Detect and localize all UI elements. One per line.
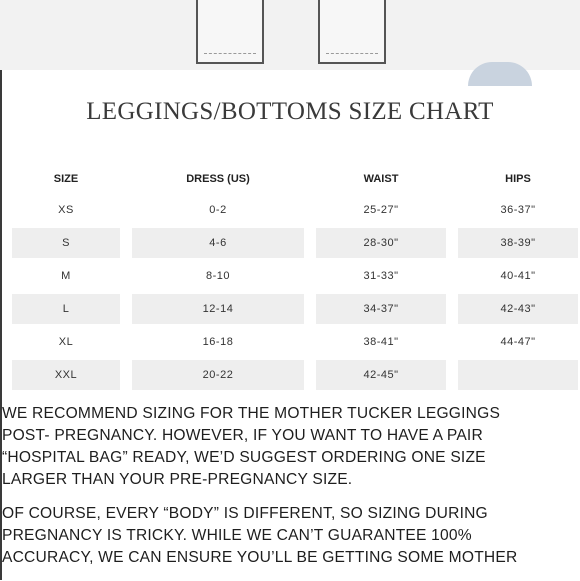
header-size: SIZE xyxy=(53,173,79,185)
note-line: PREGNANCY IS TRICKY. WHILE WE CAN’T GUARANTEE 100% xyxy=(2,527,472,544)
header-hips: HIPS xyxy=(505,173,531,185)
table-header-row xyxy=(12,166,578,192)
cell-dress: 8-10 xyxy=(205,270,231,282)
cell-waist: 38-41" xyxy=(363,336,399,348)
header-dress: DRESS (US) xyxy=(186,173,250,185)
note-line: OF COURSE, EVERY “BODY” IS DIFFERENT, SO SIZING DURING xyxy=(2,505,488,522)
legging-right-leg-image xyxy=(318,0,386,64)
cell-dress: 12-14 xyxy=(132,294,304,324)
size-chart-title: LEGGINGS/BOTTOMS SIZE CHART xyxy=(86,98,494,125)
cell-size: XXL xyxy=(12,360,120,390)
table-row xyxy=(12,294,578,324)
cell-size: L xyxy=(12,294,120,324)
product-photo xyxy=(0,0,580,70)
cell-hips: 36-37" xyxy=(500,204,536,216)
cell-dress: 16-18 xyxy=(202,336,234,348)
table-row xyxy=(12,195,578,225)
table-row xyxy=(12,261,578,291)
cell-waist: 42-45" xyxy=(316,360,446,390)
sizing-notes xyxy=(2,403,578,581)
cell-waist: 25-27" xyxy=(363,204,399,216)
cell-dress: 4-6 xyxy=(132,228,304,258)
note-line: “HOSPITAL BAG” READY, WE’D SUGGEST ORDERING ONE SIZE xyxy=(2,449,486,466)
cell-hips: 40-41" xyxy=(500,270,536,282)
sizing-note-paragraph xyxy=(2,403,578,491)
cell-size: M xyxy=(61,270,71,282)
size-chart-table xyxy=(0,163,580,393)
note-line: ACCURACY, WE CAN ENSURE YOU’LL BE GETTING SOME MOTHER xyxy=(2,549,518,566)
note-line: WE RECOMMEND SIZING FOR THE MOTHER TUCKER LEGGINGS xyxy=(2,405,501,422)
cell-hips xyxy=(458,360,578,390)
cell-waist: 28-30" xyxy=(316,228,446,258)
cell-waist: 34-37" xyxy=(316,294,446,324)
note-line: LARGER THAN YOUR PRE-PREGNANCY SIZE. xyxy=(2,471,353,488)
header-waist: WAIST xyxy=(363,173,399,185)
table-row xyxy=(12,360,578,390)
cell-dress: 0-2 xyxy=(209,204,227,216)
cell-hips: 42-43" xyxy=(458,294,578,324)
cell-dress: 20-22 xyxy=(132,360,304,390)
cell-size: XL xyxy=(58,336,74,348)
pregnancy-note-paragraph xyxy=(2,503,578,569)
note-line: POST- PREGNANCY. HOWEVER, IF YOU WANT TO HAVE A PAIR xyxy=(2,427,483,444)
legging-left-leg-image xyxy=(196,0,264,64)
table-row xyxy=(12,228,578,258)
cell-size: S xyxy=(12,228,120,258)
cell-waist: 31-33" xyxy=(363,270,399,282)
table-row xyxy=(12,327,578,357)
cell-hips: 44-47" xyxy=(500,336,536,348)
cell-size: XS xyxy=(58,204,74,216)
cell-hips: 38-39" xyxy=(458,228,578,258)
